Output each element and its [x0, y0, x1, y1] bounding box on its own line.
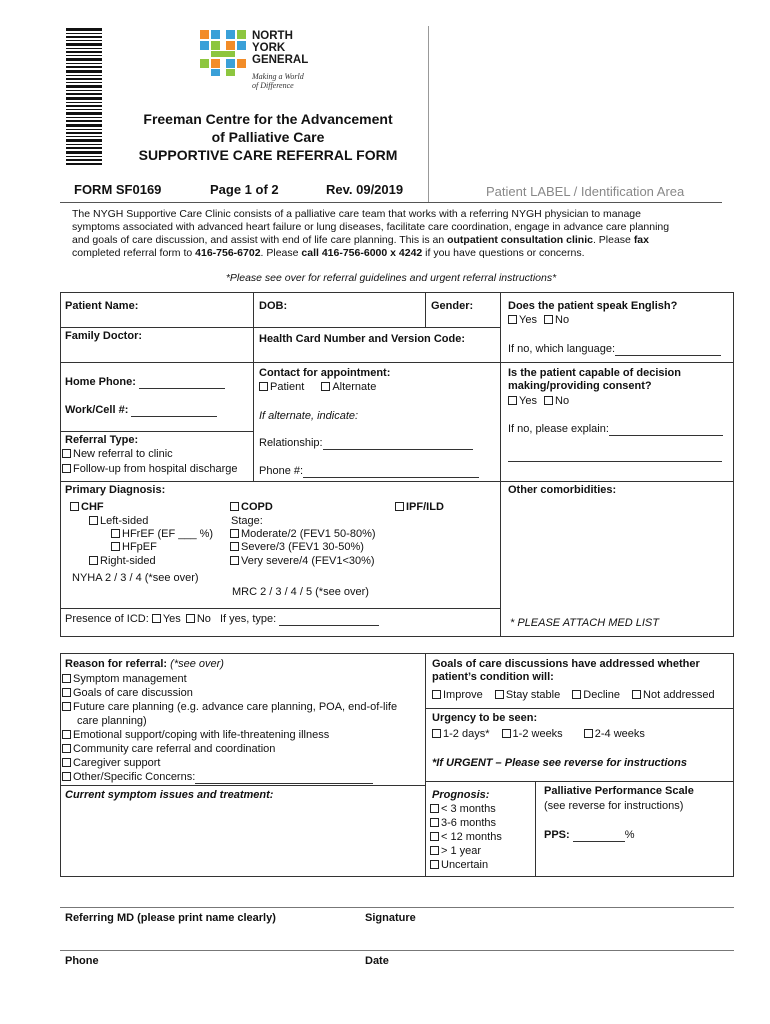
patient-name-label: Patient Name:	[65, 300, 139, 312]
explain-field[interactable]	[609, 426, 723, 436]
contact-patient-checkbox[interactable]	[259, 382, 268, 391]
urgent-note: *If URGENT – Please see reverse for instructions	[432, 757, 687, 769]
hfref-checkbox[interactable]	[111, 529, 120, 538]
prognosis-2-checkbox[interactable]	[430, 818, 439, 827]
language-label: If no, which language:	[508, 343, 616, 355]
prognosis-1-checkbox[interactable]	[430, 804, 439, 813]
barcode	[66, 26, 102, 166]
other-concerns-field[interactable]	[195, 774, 373, 784]
family-doctor-label: Family Doctor:	[65, 330, 143, 342]
signature-rule-2	[60, 950, 734, 951]
header-rule	[60, 202, 722, 203]
right-sided-checkbox[interactable]	[89, 556, 98, 565]
very-severe-checkbox[interactable]	[230, 556, 239, 565]
urgency-label: Urgency to be seen:	[432, 712, 538, 724]
explain-field-2[interactable]	[508, 452, 722, 462]
copd-checkbox[interactable]	[230, 502, 239, 511]
patient-label-area: Patient LABEL / Identification Area	[486, 184, 685, 199]
prognosis-5-checkbox[interactable]	[430, 860, 439, 869]
urgency-1-checkbox[interactable]	[432, 729, 441, 738]
form-number: FORM SF0169	[74, 182, 162, 197]
contact-alternate-checkbox[interactable]	[321, 382, 330, 391]
symptom-checkbox[interactable]	[62, 674, 71, 683]
pps-field[interactable]	[573, 832, 625, 842]
alt-phone-field[interactable]	[303, 468, 479, 478]
english-yes-checkbox[interactable]	[508, 315, 517, 324]
community-checkbox[interactable]	[62, 744, 71, 753]
mrc-label: MRC 2 / 3 / 4 / 5 (*see over)	[232, 586, 369, 598]
logo-tagline-2: of Difference	[252, 81, 294, 90]
logo-line-2: YORK	[252, 42, 286, 54]
intro-note: *Please see over for referral guidelines and urgent referral instructions*	[225, 272, 557, 284]
emotional-checkbox[interactable]	[62, 730, 71, 739]
hfpef-checkbox[interactable]	[111, 542, 120, 551]
icd-yes-checkbox[interactable]	[152, 614, 161, 623]
english-no-checkbox[interactable]	[544, 315, 553, 324]
intro-paragraph: The NYGH Supportive Care Clinic consists of a palliative care team that works with a referring NYGH physician to manage symptoms associated with advanced heart failure or lung diseases, facilitate care coordination, engage in advance care planning and goals of care discussion, and assist with end of life care planning. This is an outpatient consultation clinic. Please fax completed referral form to 416-756-6702. Please call 416-756-6000 x 4242 if you have questions or concerns.	[72, 208, 670, 259]
work-cell-field[interactable]	[131, 407, 217, 417]
future-care-checkbox[interactable]	[62, 702, 71, 711]
left-sided-checkbox[interactable]	[89, 516, 98, 525]
comorbidities-label: Other comorbidities:	[508, 484, 617, 496]
phone-hash-label: Phone #:	[259, 465, 304, 477]
referring-md-label: Referring MD (please print name clearly)	[65, 912, 276, 924]
date-label: Date	[365, 955, 389, 967]
capable-no-checkbox[interactable]	[544, 396, 553, 405]
phone-label: Phone	[65, 955, 99, 967]
home-phone-field[interactable]	[139, 379, 225, 389]
pps-note: (see reverse for instructions)	[544, 800, 684, 812]
signature-rule-1	[60, 907, 734, 908]
pps-title: Palliative Performance Scale	[544, 785, 694, 797]
urgency-2-checkbox[interactable]	[502, 729, 511, 738]
icd-label: Presence of ICD:	[65, 613, 149, 625]
icd-type-field[interactable]	[279, 616, 379, 626]
decline-checkbox[interactable]	[572, 690, 581, 699]
goals-checkbox[interactable]	[62, 688, 71, 697]
prognosis-3-checkbox[interactable]	[430, 832, 439, 841]
home-phone-label: Home Phone:	[65, 376, 136, 388]
signature-label: Signature	[365, 912, 416, 924]
english-question: Does the patient speak English?	[508, 300, 678, 312]
prognosis-label: Prognosis:	[432, 789, 490, 801]
stage-label: Stage:	[231, 515, 263, 527]
title-line-3: SUPPORTIVE CARE REFERRAL FORM	[138, 147, 398, 163]
caregiver-checkbox[interactable]	[62, 758, 71, 767]
prognosis-4-checkbox[interactable]	[430, 846, 439, 855]
nyha-label: NYHA 2 / 3 / 4 (*see over)	[72, 572, 199, 584]
capable-question-1: Is the patient capable of decision	[508, 367, 681, 379]
icd-type-label: If yes, type:	[219, 613, 277, 625]
followup-checkbox[interactable]	[62, 464, 71, 473]
ipf-checkbox[interactable]	[395, 502, 404, 511]
not-addressed-checkbox[interactable]	[632, 690, 641, 699]
icd-no-checkbox[interactable]	[186, 614, 195, 623]
reason-label: Reason for referral:	[65, 658, 168, 670]
urgency-3-checkbox[interactable]	[584, 729, 593, 738]
med-list-note: * PLEASE ATTACH MED LIST	[510, 617, 659, 629]
revision: Rev. 09/2019	[326, 182, 404, 197]
referral-type-label: Referral Type:	[65, 434, 139, 446]
explain-label: If no, please explain:	[508, 423, 609, 435]
current-symptoms-label: Current symptom issues and treatment:	[65, 789, 274, 801]
improve-checkbox[interactable]	[432, 690, 441, 699]
form-title	[110, 110, 426, 164]
page-indicator: Page 1 of 2	[210, 182, 279, 197]
severe-checkbox[interactable]	[230, 542, 239, 551]
health-card-label: Health Card Number and Version Code:	[259, 333, 465, 345]
header-divider	[428, 26, 429, 202]
capable-question-2: making/providing consent?	[508, 380, 652, 392]
dob-label: DOB:	[259, 300, 288, 312]
work-cell-label: Work/Cell #:	[65, 404, 129, 416]
pps-label: PPS:	[544, 829, 570, 841]
other-checkbox[interactable]	[62, 772, 71, 781]
stable-checkbox[interactable]	[495, 690, 504, 699]
primary-diagnosis-label: Primary Diagnosis:	[65, 484, 166, 496]
relationship-label: Relationship:	[259, 437, 323, 449]
contact-label: Contact for appointment:	[259, 367, 391, 379]
relationship-field[interactable]	[323, 440, 473, 450]
nygh-logo	[200, 26, 320, 90]
new-referral-checkbox[interactable]	[62, 449, 71, 458]
logo-mark-icon	[200, 30, 246, 76]
capable-yes-checkbox[interactable]	[508, 396, 517, 405]
logo-tagline-1: Making a World	[252, 72, 304, 81]
logo-line-3: GENERAL	[252, 54, 309, 66]
chf-checkbox[interactable]	[70, 502, 79, 511]
gender-label: Gender:	[431, 300, 474, 312]
if-alternate-label: If alternate, indicate:	[259, 410, 359, 422]
title-line-2: of Palliative Care	[211, 129, 325, 145]
title-line-1: Freeman Centre for the Advancement	[143, 111, 393, 127]
language-field[interactable]	[615, 346, 721, 356]
moderate-checkbox[interactable]	[230, 529, 239, 538]
logo-line-1: NORTH	[252, 30, 293, 42]
